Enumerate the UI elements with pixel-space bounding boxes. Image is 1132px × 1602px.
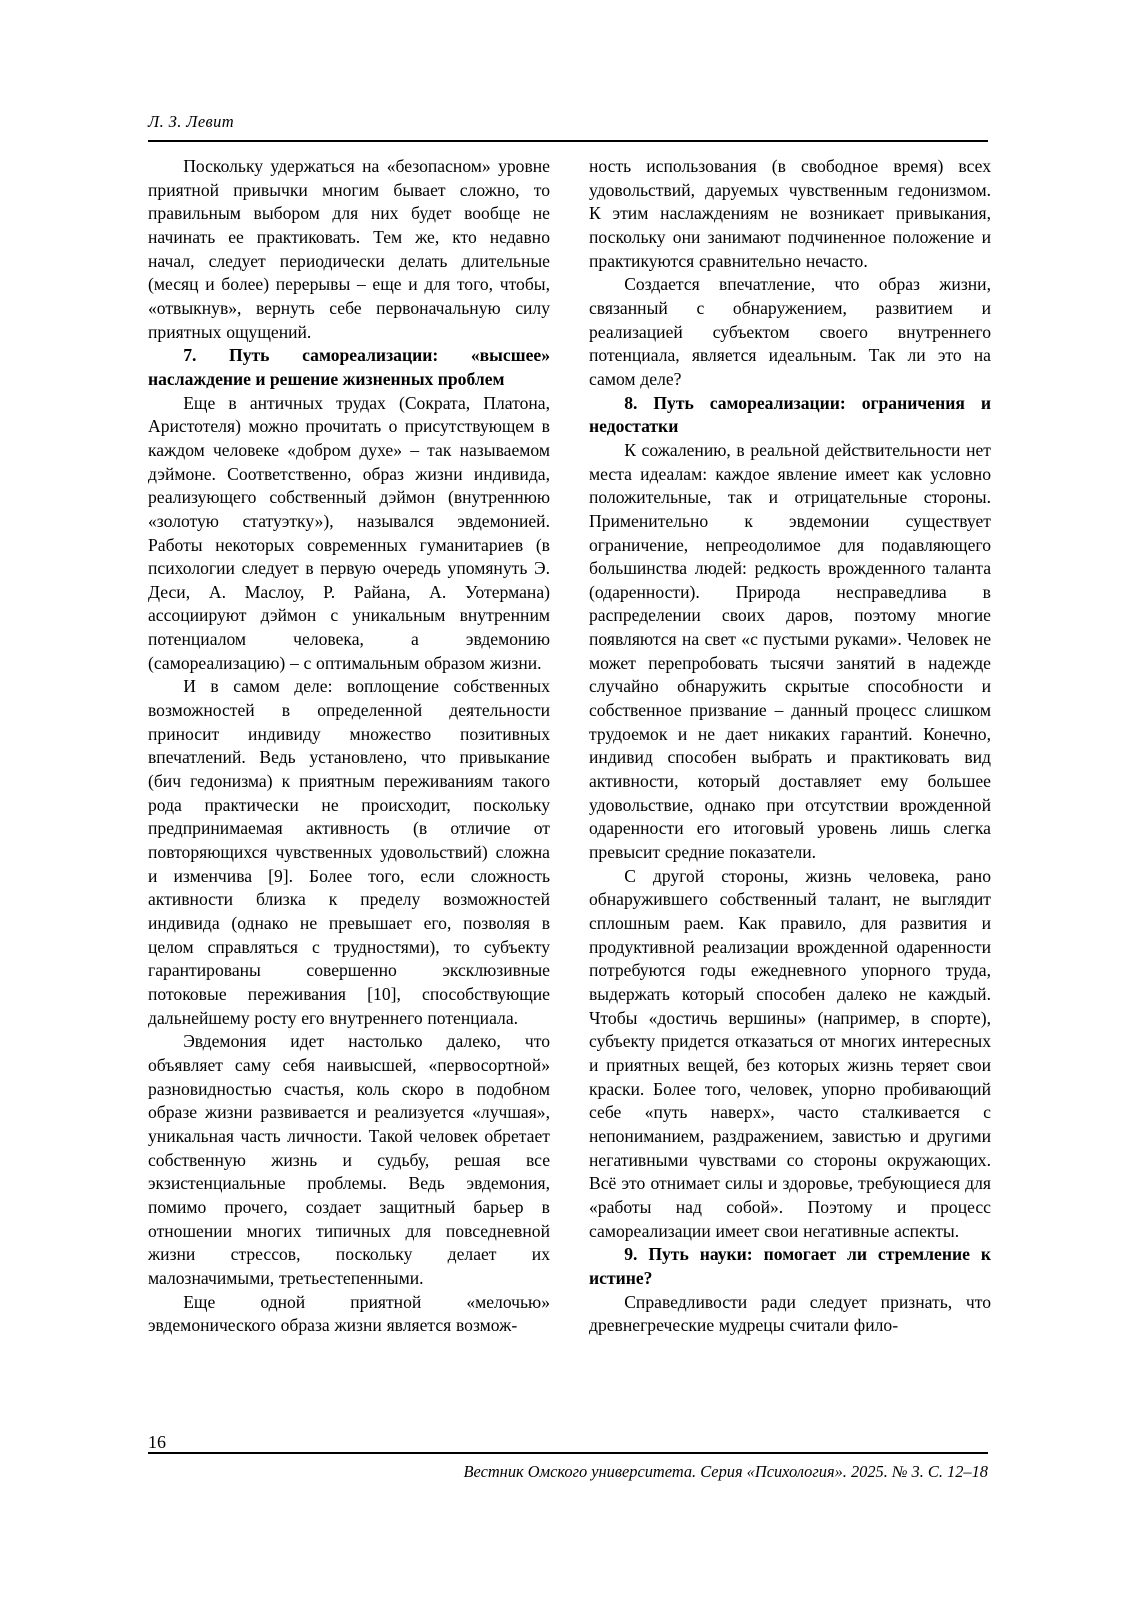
paragraph: Поскольку удержаться на «безопасном» уровне приятной привычки многим бывает сложно, то правильным выбором для них будет вообще не начинать ее практиковать. Тем же, кто недавно начал, следует периодически делать длительные (месяц и более) перерывы – еще и для того, чтобы, «отвыкнув», вернуть себе первоначальную силу приятных ощущений. [148, 156, 550, 342]
paragraph: Эвдемония идет настолько далеко, что объявляет саму себя наивысшей, «первосортной» разновидностью счастья, коль скоро в подобном образе жизни развивается и реализуется «лучшая», уникальная часть личности. Такой человек обретает собственную жизнь и судьбу, решая все экзистенциальные проблемы. Ведь эвдемония, помимо прочего, создает защитный барьер в отношении многих типичных для повседневной жизни стрессов, поскольку делает их малозначимыми, третьестепенными. [148, 1031, 550, 1288]
journal-citation: Вестник Омского университета. Серия «Психология». 2025. № 3. С. 12–18 [463, 1462, 988, 1481]
two-column-body [148, 155, 992, 1338]
footer-divider [148, 1452, 988, 1454]
paragraph: Создается впечатление, что образ жизни, связанный с обнаружением, развитием и реализацией субъектом своего внутреннего потенциала, является идеальным. Так ли это на самом деле? [589, 274, 991, 389]
paragraph: Еще в античных трудах (Сократа, Платона, Аристотеля) можно прочитать о присутствующем в каждом человеке «добром духе» – так называемом дэймоне. Соответственно, образ жизни индивида, реализующего собственный дэймон (внутреннюю «золотую статуэтку»), назывался эвдемонией. Работы некоторых современных гуманитариев (в психологии следует в первую очередь упомянуть Э. Деси, А. Маслоу, Р. Райана, А. Уотермана) ассоциируют дэймон с уникальным внутренним потенциалом человека, а эвдемонию (самореализацию) – с оптимальным образом жизни. [148, 392, 550, 673]
paragraph-continued: ность использования (в свободное время) всех удовольствий, даруемых чувственным гедонизмом. К этим наслаждениям не возникает привыкания, поскольку они занимают подчиненное положение и практикуются сравнительно нечасто. [589, 156, 991, 271]
left-column [148, 155, 550, 1338]
paragraph: Справедливости ради следует признать, что древнегреческие мудрецы считали фило- [589, 1291, 991, 1336]
page-number: 16 [148, 1432, 166, 1452]
running-head: Л. З. Левит [148, 112, 235, 131]
section-heading-7: 7. Путь самореализации: «высшее» наслаждение и решение жизненных проблем [148, 345, 550, 389]
paragraph: К сожалению, в реальной действительности нет места идеалам: каждое явление имеет как условно положительные, так и отрицательные стороны. Применительно к эвдемонии существует ограничение, непреодолимое для подавляющего большинства людей: редкость врожденного таланта (одаренности). Природа несправедлива в распределении своих даров, поэтому многие появляются на свет «с пустыми руками». Человек не может перепробовать тысячи занятий в надежде случайно обнаружить скрытые способности и собственное призвание – данный процесс слишком трудоемок и не дает никаких гарантий. Конечно, индивид способен выбрать и практиковать вид активности, который доставляет ему большее удовольствие, однако при отсутствии врожденной одаренности его итоговый уровень лишь слегка превысит средние показатели. [589, 439, 991, 863]
paragraph: И в самом деле: воплощение собственных возможностей в определенной деятельности приносит индивиду множество позитивных впечатлений. Ведь установлено, что привыкание (бич гедонизма) к приятным переживаниям такого рода практически не происходит, поскольку предпринимаемая активность (в отличие от повторяющихся чувственных удовольствий) сложна и изменчива [9]. Более того, если сложность активности близка к пределу возможностей индивида (однако не превышает его, позволяя в целом справляться с трудностями), то субъекту гарантированы совершенно эксклюзивные потоковые переживания [10], способствующие дальнейшему росту его внутреннего потенциала. [148, 676, 550, 1028]
header-divider [148, 140, 988, 142]
paragraph: С другой стороны, жизнь человека, рано обнаружившего собственный талант, не выглядит сплошным раем. Как правило, для развития и продуктивной реализации врожденной одаренности потребуются годы ежедневного упорного труда, выдержать который способен далеко не каждый. Чтобы «достичь вершины» (например, в спорте), субъекту придется отказаться от многих интересных и приятных вещей, без которых жизнь теряет свои краски. Более того, человек, упорно пробивающий себе «путь наверх», часто сталкивается с непониманием, раздражением, завистью и другими негативными чувствами со стороны окружающих. Всё это отнимает силы и здоровье, требующиеся для «работы над собой». Поэтому и процесс самореализации имеет свои негативные аспекты. [589, 865, 991, 1241]
paragraph: Еще одной приятной «мелочью» эвдемонического образа жизни является возмож- [148, 1291, 550, 1336]
section-heading-9: 9. Путь науки: помогает ли стремление к истине? [589, 1244, 991, 1288]
right-column [589, 155, 991, 1338]
section-heading-8: 8. Путь самореализации: ограничения и недостатки [589, 392, 991, 437]
